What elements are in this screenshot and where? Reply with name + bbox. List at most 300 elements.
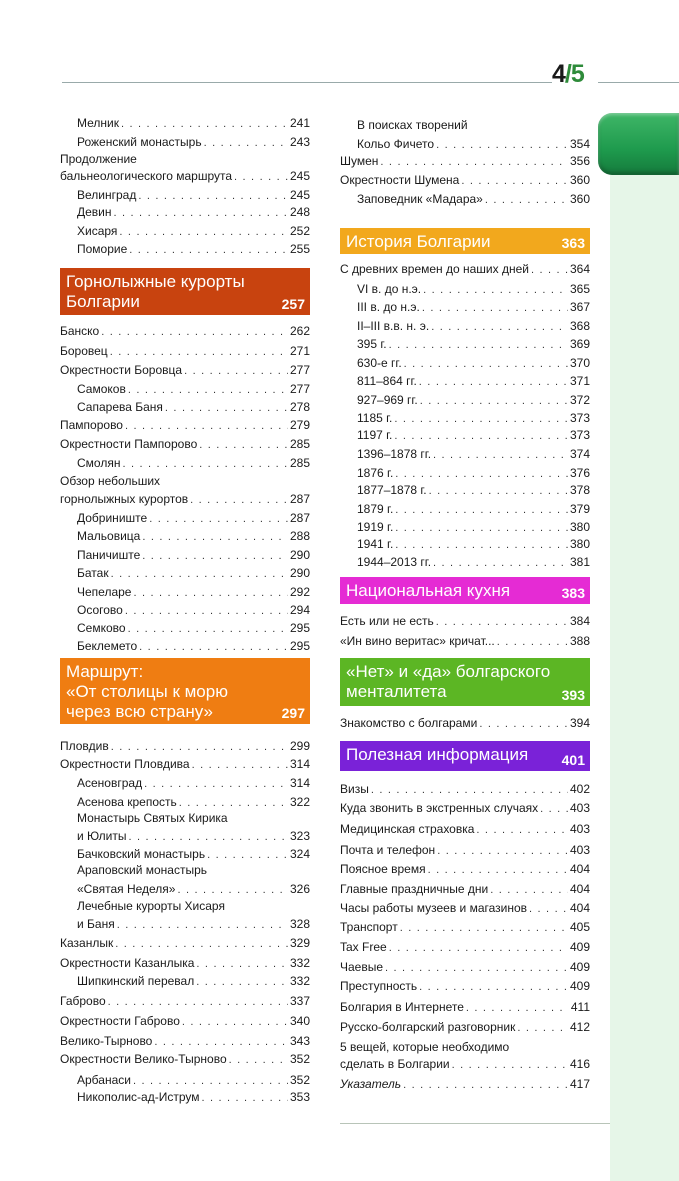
toc-entry[interactable] (340, 977, 590, 996)
section-tab (598, 113, 679, 175)
toc-entry[interactable] (60, 240, 310, 259)
toc-entry[interactable] (60, 1032, 310, 1051)
toc-entry-title: Велинград (77, 188, 137, 202)
toc-entry-page: 360 (569, 192, 590, 206)
toc-entry-title: Окрестности Казанлыка (60, 956, 195, 970)
dot-leader (115, 935, 288, 954)
toc-entry-title: Окрестности Велико-Тырново (60, 1052, 227, 1066)
toc-entry-page: 323 (289, 829, 310, 843)
toc-entry[interactable] (340, 152, 590, 171)
toc-entry[interactable] (60, 361, 310, 380)
toc-entry-title: Монастырь Святых Кирика (77, 811, 228, 825)
toc-entry[interactable] (60, 322, 310, 341)
section-header-page: 383 (561, 585, 585, 601)
section-header-title: «Нет» и «да» болгарского (346, 662, 551, 681)
toc-entry-title: Роженский монастырь (77, 135, 202, 149)
toc-entry-page: 409 (569, 979, 590, 993)
dot-leader (182, 1013, 288, 1032)
toc-entry-title: Мальовица (77, 529, 141, 543)
toc-entry-page: 394 (569, 716, 590, 730)
toc-entry-page: 373 (569, 428, 590, 442)
toc-entry-line (60, 897, 310, 916)
page-number-current: 4 (552, 60, 565, 88)
toc-entry-title: 1941 г. (357, 537, 394, 551)
toc-entry-page: 314 (289, 757, 310, 771)
toc-entry-title: Шумен (340, 154, 379, 168)
section-header (60, 268, 310, 315)
toc-entry[interactable] (340, 260, 590, 279)
toc-entry-page: 379 (569, 502, 590, 516)
dot-leader (196, 973, 288, 992)
dot-leader (121, 115, 288, 134)
toc-entry[interactable] (340, 632, 590, 651)
toc-entry-title: Девин (77, 205, 112, 219)
toc-entry-page: 380 (569, 520, 590, 534)
toc-entry[interactable] (60, 546, 310, 565)
toc-entry-title: II–III в.в. н. э. (357, 319, 430, 333)
toc-entry-title: Лечебные курорты Хисаря (77, 899, 225, 913)
toc-entry[interactable] (340, 998, 590, 1017)
toc-entry[interactable] (340, 372, 590, 391)
toc-entry[interactable] (340, 860, 590, 879)
toc-entry-title: 1396–1878 гг. (357, 447, 432, 461)
dot-leader (437, 842, 568, 861)
toc-entry-title: Главные праздничные дни (340, 882, 489, 896)
toc-entry-page: 277 (289, 363, 310, 377)
toc-entry-title: VI в. до н.э. (357, 282, 422, 296)
toc-entry-title: Преступность (340, 979, 418, 993)
toc-entry-page: 411 (570, 1000, 590, 1014)
toc-entry-title: бальнеологического маршрута (60, 169, 233, 183)
toc-entry-title: Почта и телефон (340, 843, 436, 857)
section-header-page: 363 (561, 235, 585, 251)
toc-entry-page: 409 (569, 960, 590, 974)
dot-leader (139, 638, 288, 657)
dot-leader (452, 1056, 568, 1075)
toc-entry-title: Есть или не есть (340, 614, 434, 628)
toc-entry[interactable] (60, 1012, 310, 1031)
toc-entry-title: В поисках творений (357, 118, 468, 132)
dot-leader (144, 775, 288, 794)
toc-entry[interactable] (340, 298, 590, 317)
toc-entry-page: 416 (569, 1057, 590, 1071)
dot-leader (517, 1019, 568, 1038)
section-header (340, 741, 590, 771)
toc-entry-line (60, 809, 310, 828)
dot-leader (466, 999, 569, 1018)
dot-leader (125, 417, 288, 436)
toc-entry-line (340, 116, 590, 135)
toc-entry-page: 255 (289, 242, 310, 256)
dot-leader (199, 436, 288, 455)
toc-entry-page: 381 (569, 555, 590, 569)
toc-entry-title: 1919 г. (357, 520, 394, 534)
toc-entry[interactable] (340, 714, 590, 733)
toc-entry-title: Чаевые (340, 960, 384, 974)
dot-leader (433, 446, 568, 465)
toc-entry-page: 356 (569, 154, 590, 168)
dot-leader (490, 881, 568, 900)
toc-entry-page: 245 (289, 188, 310, 202)
toc-entry[interactable] (340, 426, 590, 445)
toc-entry[interactable] (60, 915, 310, 934)
toc-entry-title: Осогово (77, 603, 123, 617)
toc-entry[interactable] (60, 737, 310, 756)
toc-entry-title: Окрестности Пловдива (60, 757, 190, 771)
toc-entry[interactable] (340, 1018, 590, 1037)
toc-entry[interactable] (60, 1088, 310, 1107)
toc-entry[interactable] (340, 171, 590, 190)
toc-entry-title: Самоков (77, 382, 126, 396)
toc-entry[interactable] (60, 619, 310, 638)
toc-entry-page: 245 (289, 169, 310, 183)
toc-entry-page: 360 (569, 173, 590, 187)
toc-entry[interactable] (340, 918, 590, 937)
toc-entry-page: 287 (289, 492, 310, 506)
dot-leader (385, 959, 568, 978)
section-header-title: Горнолыжные курорты (66, 272, 245, 291)
toc-entry[interactable] (60, 1050, 310, 1069)
section-header-title: через всю страну» (66, 702, 213, 721)
toc-entry[interactable] (340, 535, 590, 554)
toc-entry-title: 395 г. (357, 337, 387, 351)
toc-entry-page: 353 (289, 1090, 310, 1104)
toc-entry-page: 332 (289, 956, 310, 970)
dot-leader (184, 362, 288, 381)
toc-entry[interactable] (60, 934, 310, 953)
toc-entry-title: Велико-Тырново (60, 1034, 153, 1048)
toc-entry-title: Куда звонить в экстренных случаях (340, 801, 539, 815)
toc-entry[interactable] (340, 391, 590, 410)
toc-entry-title: 1944–2013 гг. (357, 555, 432, 569)
dot-leader (497, 633, 568, 652)
dot-leader (129, 241, 288, 260)
toc-entry[interactable] (340, 780, 590, 799)
toc-entry[interactable] (340, 958, 590, 977)
toc-entry[interactable] (340, 445, 590, 464)
toc-entry-title: Семково (77, 621, 126, 635)
section-header-title: Национальная кухня (346, 581, 511, 600)
toc-entry-title: Русско-болгарский разговорник (340, 1020, 516, 1034)
toc-entry[interactable] (60, 583, 310, 602)
toc-entry-title: Боровец (60, 344, 108, 358)
toc-entry[interactable] (60, 509, 310, 528)
toc-entry-title: Продолжение (60, 152, 137, 166)
section-header-page: 393 (561, 687, 585, 703)
toc-entry-line (60, 472, 310, 491)
toc-entry-title: Окрестности Шумена (340, 173, 460, 187)
toc-entry[interactable] (60, 774, 310, 793)
toc-entry-title: Казанлык (60, 936, 114, 950)
toc-entry-title: Болгария в Интернете (340, 1000, 464, 1014)
dot-leader (389, 939, 568, 958)
toc-entry-page: 340 (289, 1014, 310, 1028)
toc-entry[interactable] (60, 416, 310, 435)
toc-entry-page: 292 (289, 585, 310, 599)
toc-entry-page: 376 (569, 466, 590, 480)
toc-entry-title: Чепеларе (77, 585, 132, 599)
toc-entry-title: 1185 г. (357, 411, 393, 425)
dot-leader (479, 715, 568, 734)
section-header-page: 257 (281, 296, 305, 312)
toc-entry-title: Обзор небольших (60, 474, 161, 488)
toc-entry[interactable] (340, 612, 590, 631)
toc-entry-page: 352 (289, 1052, 310, 1066)
toc-entry-title: Часы работы музеев и магазинов (340, 901, 528, 915)
toc-entry-page: 243 (289, 135, 310, 149)
toc-entry[interactable] (60, 454, 310, 473)
toc-entry-page: 241 (289, 116, 310, 130)
toc-entry-title: 1197 г. (357, 428, 393, 442)
dot-leader (476, 821, 568, 840)
dot-leader (201, 1089, 287, 1108)
toc-entry-title: III в. до н.э. (357, 300, 420, 314)
toc-entry-page: 412 (569, 1020, 590, 1034)
toc-entry-title: Беклемето (77, 639, 138, 653)
section-header-page: 401 (561, 752, 585, 768)
toc-entry-page: 278 (289, 400, 310, 414)
toc-entry-page: 329 (289, 936, 310, 950)
toc-entry-title: Араповский монастырь (77, 863, 208, 877)
toc-entry-title: 1879 г. (357, 502, 394, 516)
toc-entry-title: Смолян (77, 456, 121, 470)
toc-entry-page: 277 (289, 382, 310, 396)
toc-entry-title: 811–864 гг. (357, 374, 417, 388)
dot-leader (110, 343, 288, 362)
section-header-title: менталитета (346, 682, 447, 701)
toc-entry-title: Хисаря (77, 224, 118, 238)
toc-entry-title: и Баня (77, 917, 115, 931)
toc-entry[interactable] (340, 190, 590, 209)
dot-leader (461, 172, 568, 191)
dot-leader (142, 528, 288, 547)
toc-entry-page: 404 (569, 862, 590, 876)
toc-entry[interactable] (60, 398, 310, 417)
toc-entry[interactable] (340, 481, 590, 500)
toc-entry-page: 322 (289, 795, 310, 809)
toc-entry[interactable] (340, 317, 590, 336)
section-header (340, 228, 590, 254)
toc-entry-page: 279 (289, 418, 310, 432)
toc-entry[interactable] (60, 827, 310, 846)
toc-entry-page: 372 (569, 393, 590, 407)
toc-entry-page: 409 (569, 940, 590, 954)
toc-entry[interactable] (340, 880, 590, 899)
dot-leader (485, 191, 568, 210)
toc-entry[interactable] (60, 972, 310, 991)
section-header-title: История Болгарии (346, 232, 491, 251)
toc-entry-title: Окрестности Боровца (60, 363, 183, 377)
toc-entry[interactable] (60, 564, 310, 583)
toc-entry[interactable] (60, 992, 310, 1011)
dot-leader (403, 1076, 568, 1095)
dot-leader (422, 299, 568, 318)
dot-leader (371, 781, 568, 800)
dot-leader (229, 1051, 288, 1070)
toc-entry[interactable] (340, 354, 590, 373)
section-header (340, 577, 590, 604)
toc-entry-page: 404 (569, 882, 590, 896)
toc-entry-page: 262 (289, 324, 310, 338)
page-number (552, 60, 584, 89)
toc-entry-title: Окрестности Пампорово (60, 437, 198, 451)
toc-entry[interactable] (60, 222, 310, 241)
section-header-title: Болгарии (66, 292, 140, 311)
toc-entry-page: 378 (569, 483, 590, 497)
section-header (340, 658, 590, 706)
toc-entry-title: 630-е гг. (357, 356, 402, 370)
toc-entry[interactable] (340, 1075, 590, 1094)
toc-entry-page: 402 (569, 782, 590, 796)
toc-entry[interactable] (60, 380, 310, 399)
toc-entry-page: 403 (569, 822, 590, 836)
dot-leader (389, 336, 568, 355)
section-header-page: 297 (281, 705, 305, 721)
toc-entry[interactable] (60, 435, 310, 454)
toc-entry-title: С древних времен до наших дней (340, 262, 529, 276)
toc-entry[interactable] (340, 799, 590, 818)
toc-entry-page: 388 (569, 634, 590, 648)
toc-entry[interactable] (340, 1055, 590, 1074)
page-number-slash: / (564, 60, 571, 88)
toc-entry-page: 365 (569, 282, 590, 296)
toc-entry[interactable] (340, 841, 590, 860)
toc-entry-page: 370 (569, 356, 590, 370)
dot-leader (192, 756, 288, 775)
toc-entry[interactable] (340, 500, 590, 519)
dot-leader (101, 323, 288, 342)
toc-entry-title: Поморие (77, 242, 128, 256)
dot-leader (531, 261, 568, 280)
toc-entry[interactable] (60, 601, 310, 620)
toc-entry[interactable] (340, 820, 590, 839)
dot-leader (114, 204, 288, 223)
toc-entry-page: 248 (289, 205, 310, 219)
toc-entry-page: 354 (569, 137, 590, 151)
toc-entry[interactable] (340, 335, 590, 354)
toc-entry[interactable] (60, 490, 310, 509)
toc-entry-page: 403 (569, 801, 590, 815)
toc-entry-line (60, 861, 310, 880)
dot-leader (117, 916, 288, 935)
toc-entry-title: «Святая Неделя» (77, 882, 176, 896)
toc-entry-title: Поясное время (340, 862, 426, 876)
toc-entry[interactable] (60, 527, 310, 546)
toc-entry-title: Пловдив (60, 739, 109, 753)
toc-entry-page: 374 (569, 447, 590, 461)
toc-entry-page: 295 (289, 639, 310, 653)
dot-leader (428, 861, 568, 880)
toc-entry-title: Арбанаси (77, 1073, 131, 1087)
section-header-title: Полезная информация (346, 745, 529, 764)
page-edge-band (610, 125, 679, 1181)
toc-entry-title: Пампорово (60, 418, 123, 432)
toc-entry-page: 285 (289, 456, 310, 470)
toc-entry-page: 271 (289, 344, 310, 358)
toc-entry[interactable] (60, 167, 310, 186)
toc-entry-page: 332 (289, 974, 310, 988)
toc-entry-page: 371 (569, 374, 590, 388)
page-number-total: 5 (570, 60, 584, 88)
toc-entry[interactable] (60, 203, 310, 222)
toc-entry[interactable] (60, 114, 310, 133)
dot-leader (529, 900, 568, 919)
toc-entry-title: Кольо Фичето (357, 137, 435, 151)
toc-entry[interactable] (340, 280, 590, 299)
toc-entry-page: 384 (569, 614, 590, 628)
section-header (60, 658, 310, 724)
toc-entry[interactable] (60, 755, 310, 774)
toc-entry[interactable] (340, 553, 590, 572)
section-header-title: «От столицы к морю (66, 682, 228, 701)
section-header-title: Маршрут: (66, 662, 144, 681)
dot-leader (419, 978, 568, 997)
toc-entry-page: 343 (289, 1034, 310, 1048)
toc-entry-page: 295 (289, 621, 310, 635)
toc-entry[interactable] (340, 938, 590, 957)
toc-entry-page: 299 (289, 739, 310, 753)
toc-entry-page: 380 (569, 537, 590, 551)
toc-entry-page: 405 (569, 920, 590, 934)
toc-entry-page: 285 (289, 437, 310, 451)
dot-leader (111, 565, 288, 584)
dot-leader (419, 373, 568, 392)
toc-entry-title: горнолыжных курортов (60, 492, 189, 506)
toc-entry-title: Медицинская страховка (340, 822, 475, 836)
top-rule (62, 82, 552, 83)
toc-entry-page: 290 (289, 566, 310, 580)
toc-entry-title: Бачковский монастырь (77, 847, 206, 861)
toc-entry-title: Батак (77, 566, 109, 580)
toc-entry-title: Сапарева Баня (77, 400, 163, 414)
dot-leader (436, 613, 568, 632)
toc-entry-page: 290 (289, 548, 310, 562)
toc-entry-title: Окрестности Габрово (60, 1014, 180, 1028)
toc-entry-title: 1877–1878 г. (357, 483, 427, 497)
toc-entry[interactable] (60, 954, 310, 973)
toc-entry-title: Tax Free (340, 940, 387, 954)
toc-entry-page: 288 (289, 529, 310, 543)
toc-entry-page: 324 (289, 847, 310, 861)
toc-entry-title: Банско (60, 324, 100, 338)
toc-entry[interactable] (60, 637, 310, 656)
toc-entry-title: Паничиште (77, 548, 141, 562)
dot-leader (380, 153, 568, 172)
toc-entry-page: 369 (569, 337, 590, 351)
dot-leader (540, 800, 568, 819)
toc-entry-page: 287 (289, 511, 310, 525)
toc-entry-page: 373 (569, 411, 590, 425)
dot-leader (108, 993, 288, 1012)
toc-entry-title: Визы (340, 782, 369, 796)
dot-leader (433, 554, 568, 573)
toc-entry[interactable] (60, 342, 310, 361)
dot-leader (190, 491, 288, 510)
toc-entry-page: 337 (289, 994, 310, 1008)
toc-entry-page: 368 (569, 319, 590, 333)
toc-entry-page: 417 (569, 1077, 590, 1091)
dot-leader (234, 168, 288, 187)
toc-entry-title: 927–969 гг. (357, 393, 418, 407)
toc-entry-page: 314 (289, 776, 310, 790)
dot-leader (394, 427, 568, 446)
toc-entry-title: 1876 г. (357, 466, 394, 480)
toc-entry-title: Шипкинский перевал (77, 974, 195, 988)
dot-leader (429, 482, 568, 501)
toc-entry-title: сделать в Болгарии (340, 1057, 450, 1071)
toc-entry[interactable] (340, 899, 590, 918)
toc-entry-page: 352 (289, 1073, 310, 1087)
